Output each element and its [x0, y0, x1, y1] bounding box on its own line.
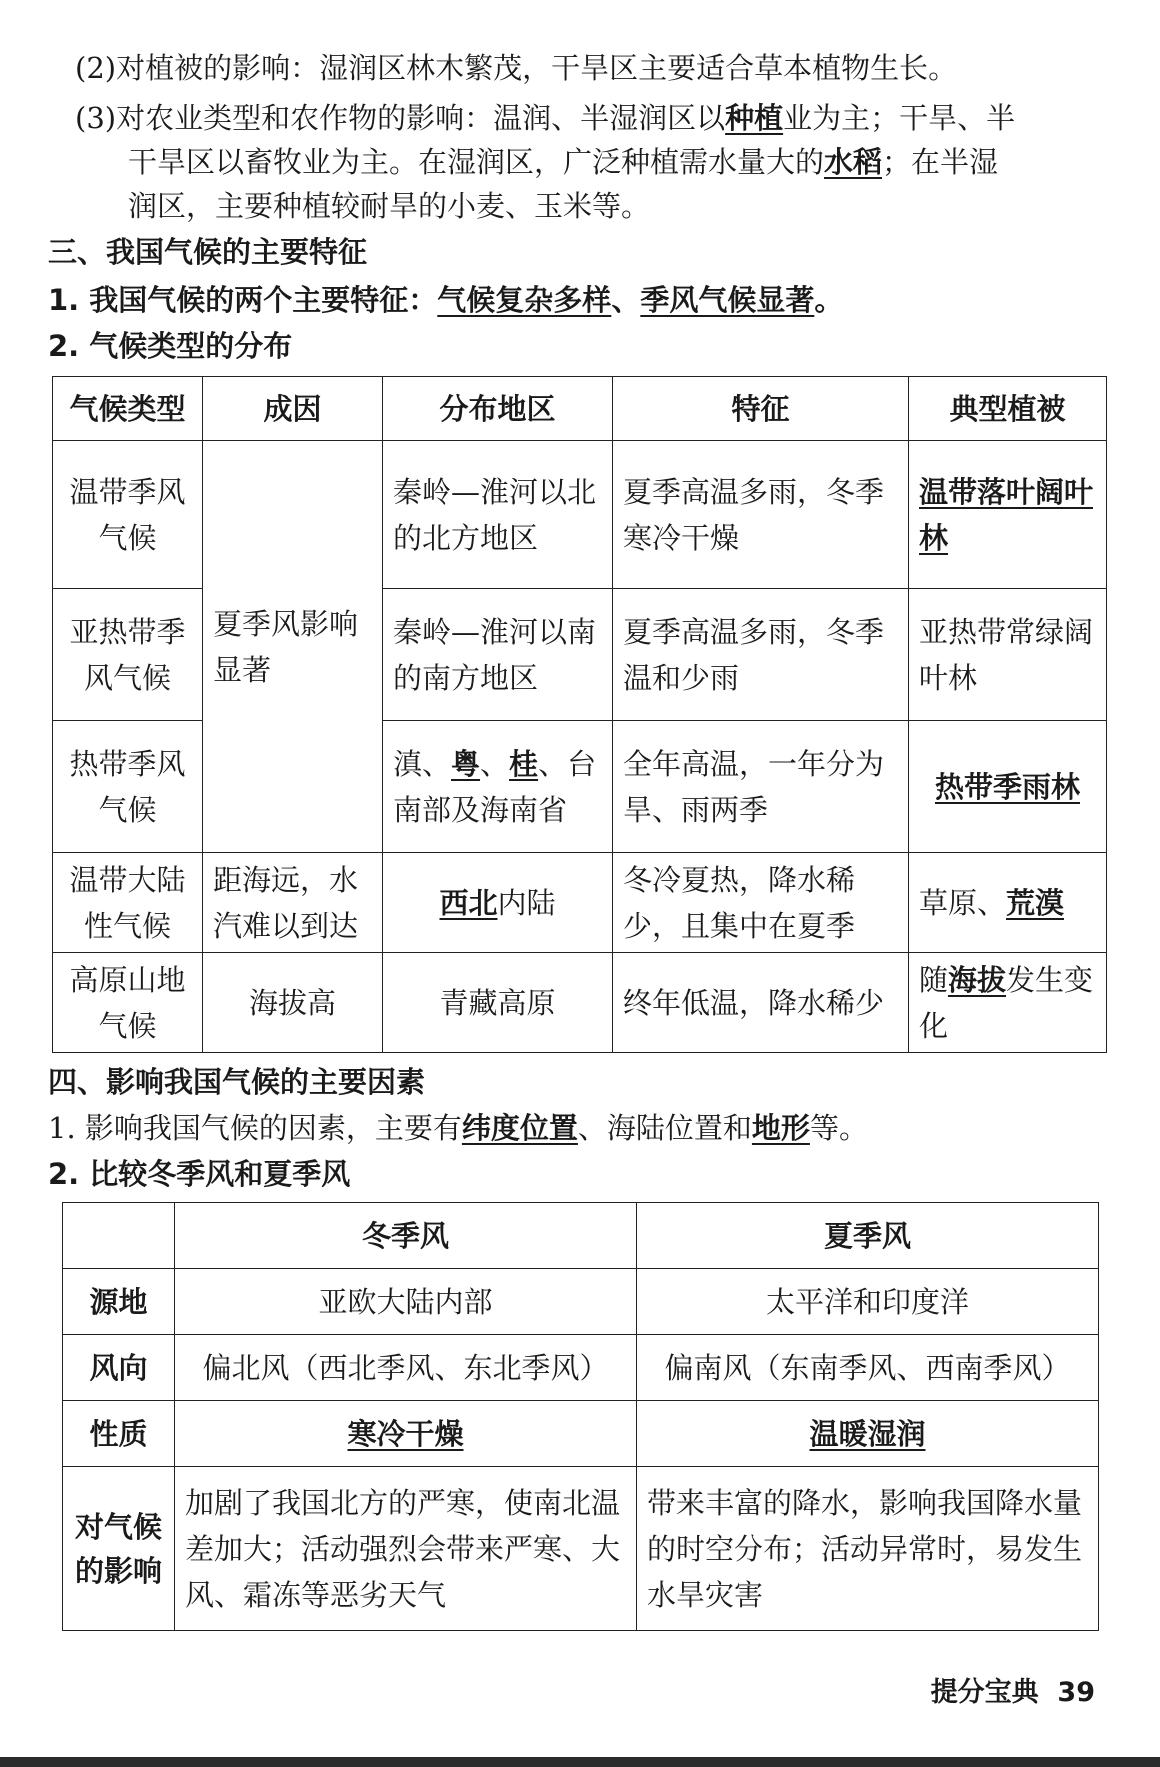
bottom-edge [0, 1757, 1160, 1767]
table-cell: 太平洋和印度洋 [637, 1269, 1099, 1335]
table-cell: 距海远，水汽难以到达 [203, 853, 383, 953]
table-row [53, 953, 1107, 1053]
table-cell: 亚热带季风气候 [53, 589, 203, 721]
paragraph-vegetation: (2)对植被的影响：湿润区林木繁茂，干旱区主要适合草本植物生长。 [75, 51, 958, 85]
paragraph-agriculture-line2: 干旱区以畜牧业为主。在湿润区，广泛种植需水量大的水稻；在半湿 [128, 145, 999, 179]
table-row [53, 441, 1107, 589]
table-cell: 秦岭—淮河以北的北方地区 [383, 441, 613, 589]
table-row [63, 1467, 1099, 1631]
table-row [63, 1335, 1099, 1401]
key-term: 种植 [725, 101, 784, 135]
table-cell: 温带季风气候 [53, 441, 203, 589]
section-4-title: 四、影响我国气候的主要因素 [48, 1065, 426, 1099]
table-header: 冬季风 [175, 1203, 637, 1269]
table-header: 成因 [203, 377, 383, 441]
table-row [63, 1269, 1099, 1335]
table-row [63, 1401, 1099, 1467]
table-cell: 温带大陆性气候 [53, 853, 203, 953]
table-cell: 海拔高 [203, 953, 383, 1053]
table-cell: 夏季风影响显著 [203, 441, 383, 853]
key-term: 季风气候显著 [640, 283, 815, 317]
table-cell: 偏北风（西北季风、东北季风） [175, 1335, 637, 1401]
row-label: 对气候的影响 [63, 1467, 175, 1631]
table-header: 气候类型 [53, 377, 203, 441]
table-cell: 西北内陆 [383, 853, 613, 953]
section-4-item-2: 2. 比较冬季风和夏季风 [48, 1157, 351, 1191]
table-cell: 热带季风气候 [53, 721, 203, 853]
row-label: 风向 [63, 1335, 175, 1401]
page-footer: 提分宝典 39 [930, 1677, 1095, 1708]
table-cell: 冬冷夏热，降水稀少，且集中在夏季 [613, 853, 909, 953]
table-header: 典型植被 [909, 377, 1107, 441]
monsoon-comparison-table [62, 1202, 1099, 1631]
section-3-title: 三、我国气候的主要特征 [48, 235, 368, 269]
section-4-item-1: 1. 影响我国气候的因素，主要有纬度位置、海陆位置和地形等。 [48, 1111, 868, 1145]
table-row [53, 853, 1107, 953]
paragraph-agriculture: (3)对农业类型和农作物的影响：温润、半湿润区以种植业为主；干旱、半 [75, 101, 1016, 135]
table-cell: 加剧了我国北方的严寒，使南北温差加大；活动强烈会带来严寒、大风、霜冻等恶劣天气 [175, 1467, 637, 1631]
table-cell: 温带落叶阔叶林 [909, 441, 1107, 589]
section-3-item-2: 2. 气候类型的分布 [48, 329, 293, 363]
table-cell: 随海拔发生变化 [909, 953, 1107, 1053]
key-term: 地形 [751, 1111, 810, 1145]
table-header [63, 1203, 175, 1269]
table-cell: 偏南风（东南季风、西南季风） [637, 1335, 1099, 1401]
table-cell: 亚欧大陆内部 [175, 1269, 637, 1335]
key-term: 水稻 [824, 145, 883, 179]
table-header: 特征 [613, 377, 909, 441]
paragraph-agriculture-line3: 润区，主要种植较耐旱的小麦、玉米等。 [128, 189, 651, 223]
table-header: 分布地区 [383, 377, 613, 441]
section-3-item-1: 1. 我国气候的两个主要特征：气候复杂多样、季风气候显著。 [48, 283, 844, 317]
row-label: 性质 [63, 1401, 175, 1467]
table-cell: 温暖湿润 [637, 1401, 1099, 1467]
key-term: 纬度位置 [461, 1111, 578, 1145]
table-cell: 夏季高温多雨，冬季温和少雨 [613, 589, 909, 721]
table-cell: 青藏高原 [383, 953, 613, 1053]
table-cell: 热带季雨林 [909, 721, 1107, 853]
table-cell: 寒冷干燥 [175, 1401, 637, 1467]
table-cell: 滇、粤、桂、台南部及海南省 [383, 721, 613, 853]
table-cell: 夏季高温多雨，冬季寒冷干燥 [613, 441, 909, 589]
table-cell: 高原山地气候 [53, 953, 203, 1053]
climate-type-table [52, 376, 1107, 1053]
table-header: 夏季风 [637, 1203, 1099, 1269]
table-cell: 秦岭—淮河以南的南方地区 [383, 589, 613, 721]
table-cell: 全年高温，一年分为旱、雨两季 [613, 721, 909, 853]
table-cell: 终年低温，降水稀少 [613, 953, 909, 1053]
table-cell: 亚热带常绿阔叶林 [909, 589, 1107, 721]
key-term: 气候复杂多样 [437, 283, 612, 317]
table-cell: 带来丰富的降水，影响我国降水量的时空分布；活动异常时，易发生水旱灾害 [637, 1467, 1099, 1631]
row-label: 源地 [63, 1269, 175, 1335]
table-cell: 草原、荒漠 [909, 853, 1107, 953]
